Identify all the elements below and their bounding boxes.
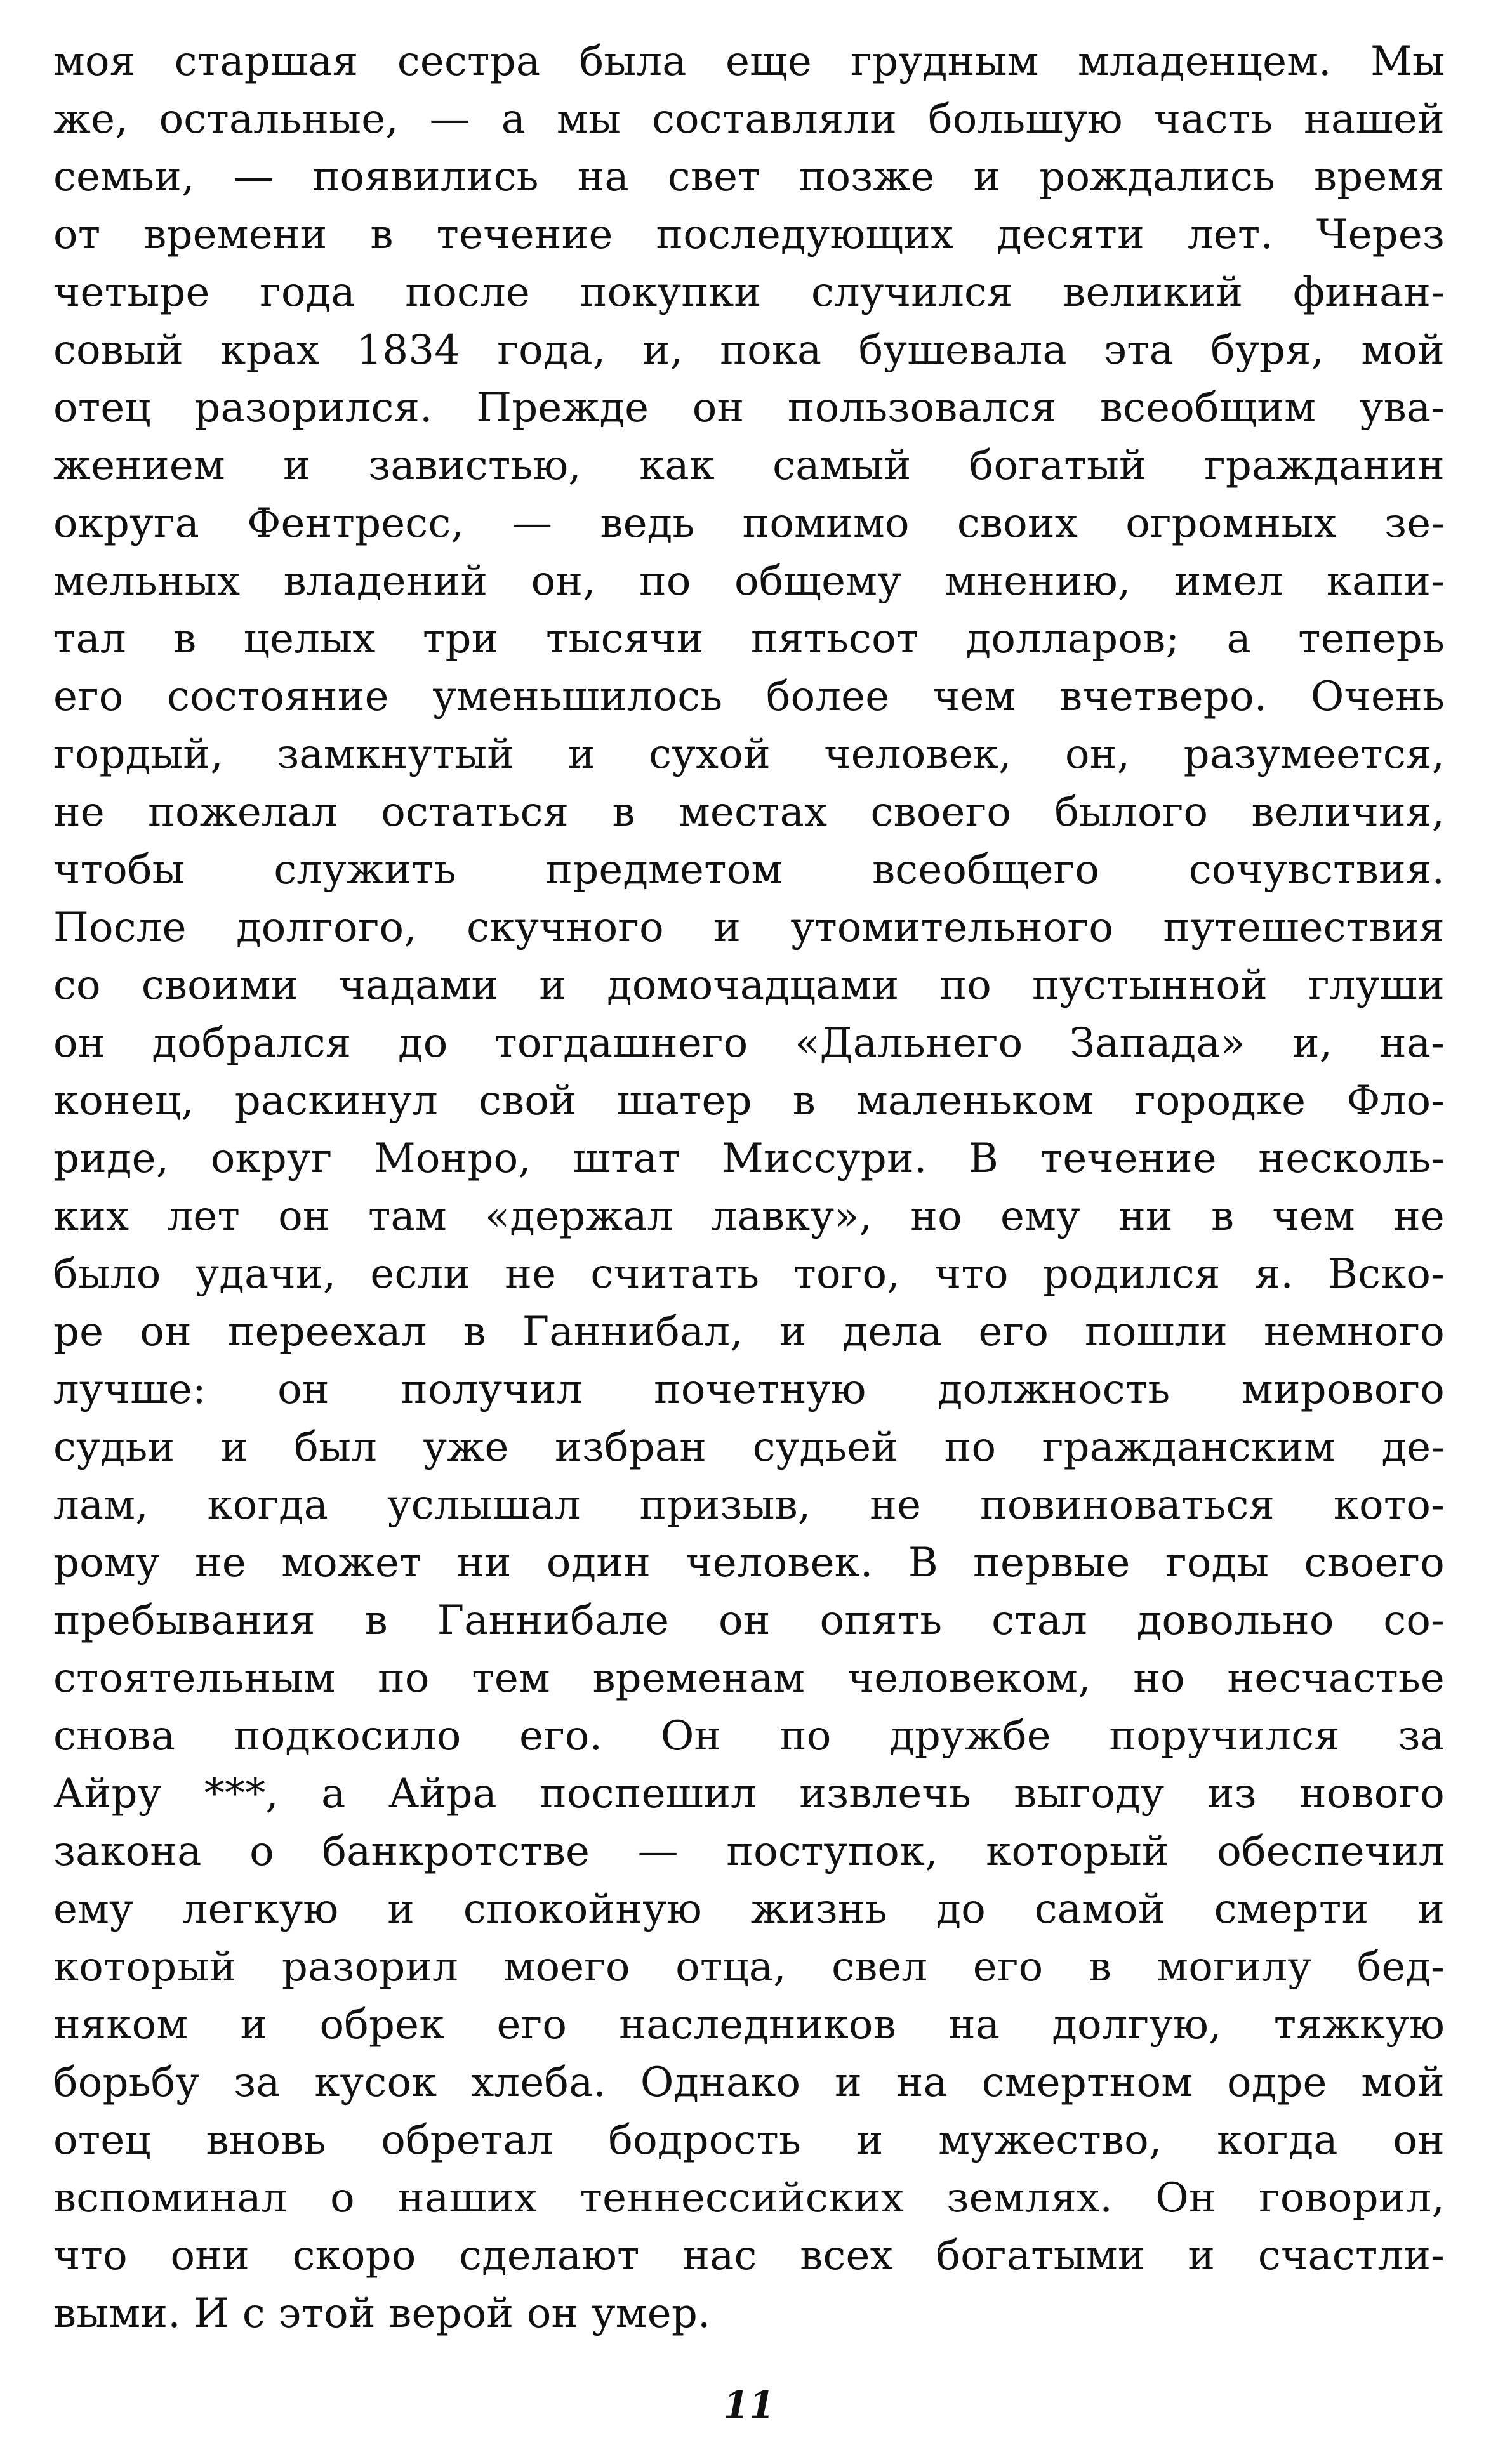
text-line: лам, когда услышал призыв, не повиноваться кото- bbox=[53, 1482, 1445, 1529]
text-line: что они скоро сделают нас всех богатыми и счастли- bbox=[53, 2232, 1445, 2279]
text-line: тал в целых три тысячи пятьсот долларов; а теперь bbox=[53, 616, 1445, 662]
text-line: пребывания в Ганнибале он опять стал довольно со- bbox=[53, 1597, 1445, 1644]
body-text bbox=[53, 33, 1445, 2343]
text-line: ре он переехал в Ганнибал, и дела его пошли немного bbox=[53, 1308, 1445, 1355]
text-line: гордый, замкнутый и сухой человек, он, разумеется, bbox=[53, 731, 1445, 778]
text-line: риде, округ Монро, штат Миссури. В течение несколь- bbox=[53, 1135, 1445, 1182]
text-line: совый крах 1834 года, и, пока бушевала эта буря, мой bbox=[53, 327, 1445, 374]
text-line: четыре года после покупки случился великий финан- bbox=[53, 269, 1445, 316]
text-line: чтобы служить предметом всеобщего сочувствия. bbox=[53, 847, 1445, 893]
text-line: отец вновь обретал бодрость и мужество, когда он bbox=[53, 2117, 1445, 2164]
text-line: лучше: он получил почетную должность мирового bbox=[53, 1366, 1445, 1413]
text-line: ему легкую и спокойную жизнь до самой смерти и bbox=[53, 1886, 1445, 1933]
text-line: конец, раскинул свой шатер в маленьком городке Фло- bbox=[53, 1077, 1445, 1124]
text-line: рому не может ни один человек. В первые годы своего bbox=[53, 1539, 1445, 1586]
text-line: который разорил моего отца, свел его в могилу бед- bbox=[53, 1944, 1445, 1991]
text-line: Айру ***, а Айра поспешил извлечь выгоду из нового bbox=[53, 1770, 1445, 1817]
text-line: было удачи, если не считать того, что родился я. Вско- bbox=[53, 1251, 1445, 1298]
text-line: со своими чадами и домочадцами по пустынной глуши bbox=[53, 962, 1445, 1009]
text-line: от времени в течение последующих десяти лет. Через bbox=[53, 211, 1445, 258]
text-line: округа Фентресс, — ведь помимо своих огромных зе- bbox=[53, 500, 1445, 547]
text-line: моя старшая сестра была еще грудным младенцем. Мы bbox=[53, 38, 1445, 85]
text-line: он добрался до тогдашнего «Дальнего Запада» и, на- bbox=[53, 1020, 1445, 1067]
text-line: няком и обрек его наследников на долгую, тяжкую bbox=[53, 2001, 1445, 2048]
text-line: же, остальные, — а мы составляли большую часть нашей bbox=[53, 96, 1445, 143]
text-line: его состояние уменьшилось более чем вчетверо. Очень bbox=[53, 673, 1445, 720]
text-line: снова подкосило его. Он по дружбе поручился за bbox=[53, 1713, 1445, 1760]
text-line: закона о банкротстве — поступок, который обеспечил bbox=[53, 1828, 1445, 1875]
text-line: судьи и был уже избран судьей по гражданским де- bbox=[53, 1424, 1445, 1471]
text-line: жением и завистью, как самый богатый гражданин bbox=[53, 442, 1445, 489]
text-line: ких лет он там «держал лавку», но ему ни в чем не bbox=[53, 1193, 1445, 1240]
text-line: После долгого, скучного и утомительного путешествия bbox=[53, 904, 1445, 951]
text-line: семьи, — появились на свет позже и рождались время bbox=[53, 154, 1445, 201]
text-line: стоятельным по тем временам человеком, но несчастье bbox=[53, 1655, 1445, 1702]
text-line: борьбу за кусок хлеба. Однако и на смертном одре мой bbox=[53, 2059, 1445, 2106]
text-line: отец разорился. Прежде он пользовался всеобщим ува- bbox=[53, 385, 1445, 432]
text-line: не пожелал остаться в местах своего былого величия, bbox=[53, 789, 1445, 836]
page-number: 11 bbox=[723, 2383, 775, 2427]
text-line: вспоминал о наших теннессийских землях. Он говорил, bbox=[53, 2175, 1445, 2222]
text-line: мельных владений он, по общему мнению, имел капи- bbox=[53, 558, 1445, 605]
text-line-last: выми. И с этой верой он умер. bbox=[53, 2290, 711, 2337]
